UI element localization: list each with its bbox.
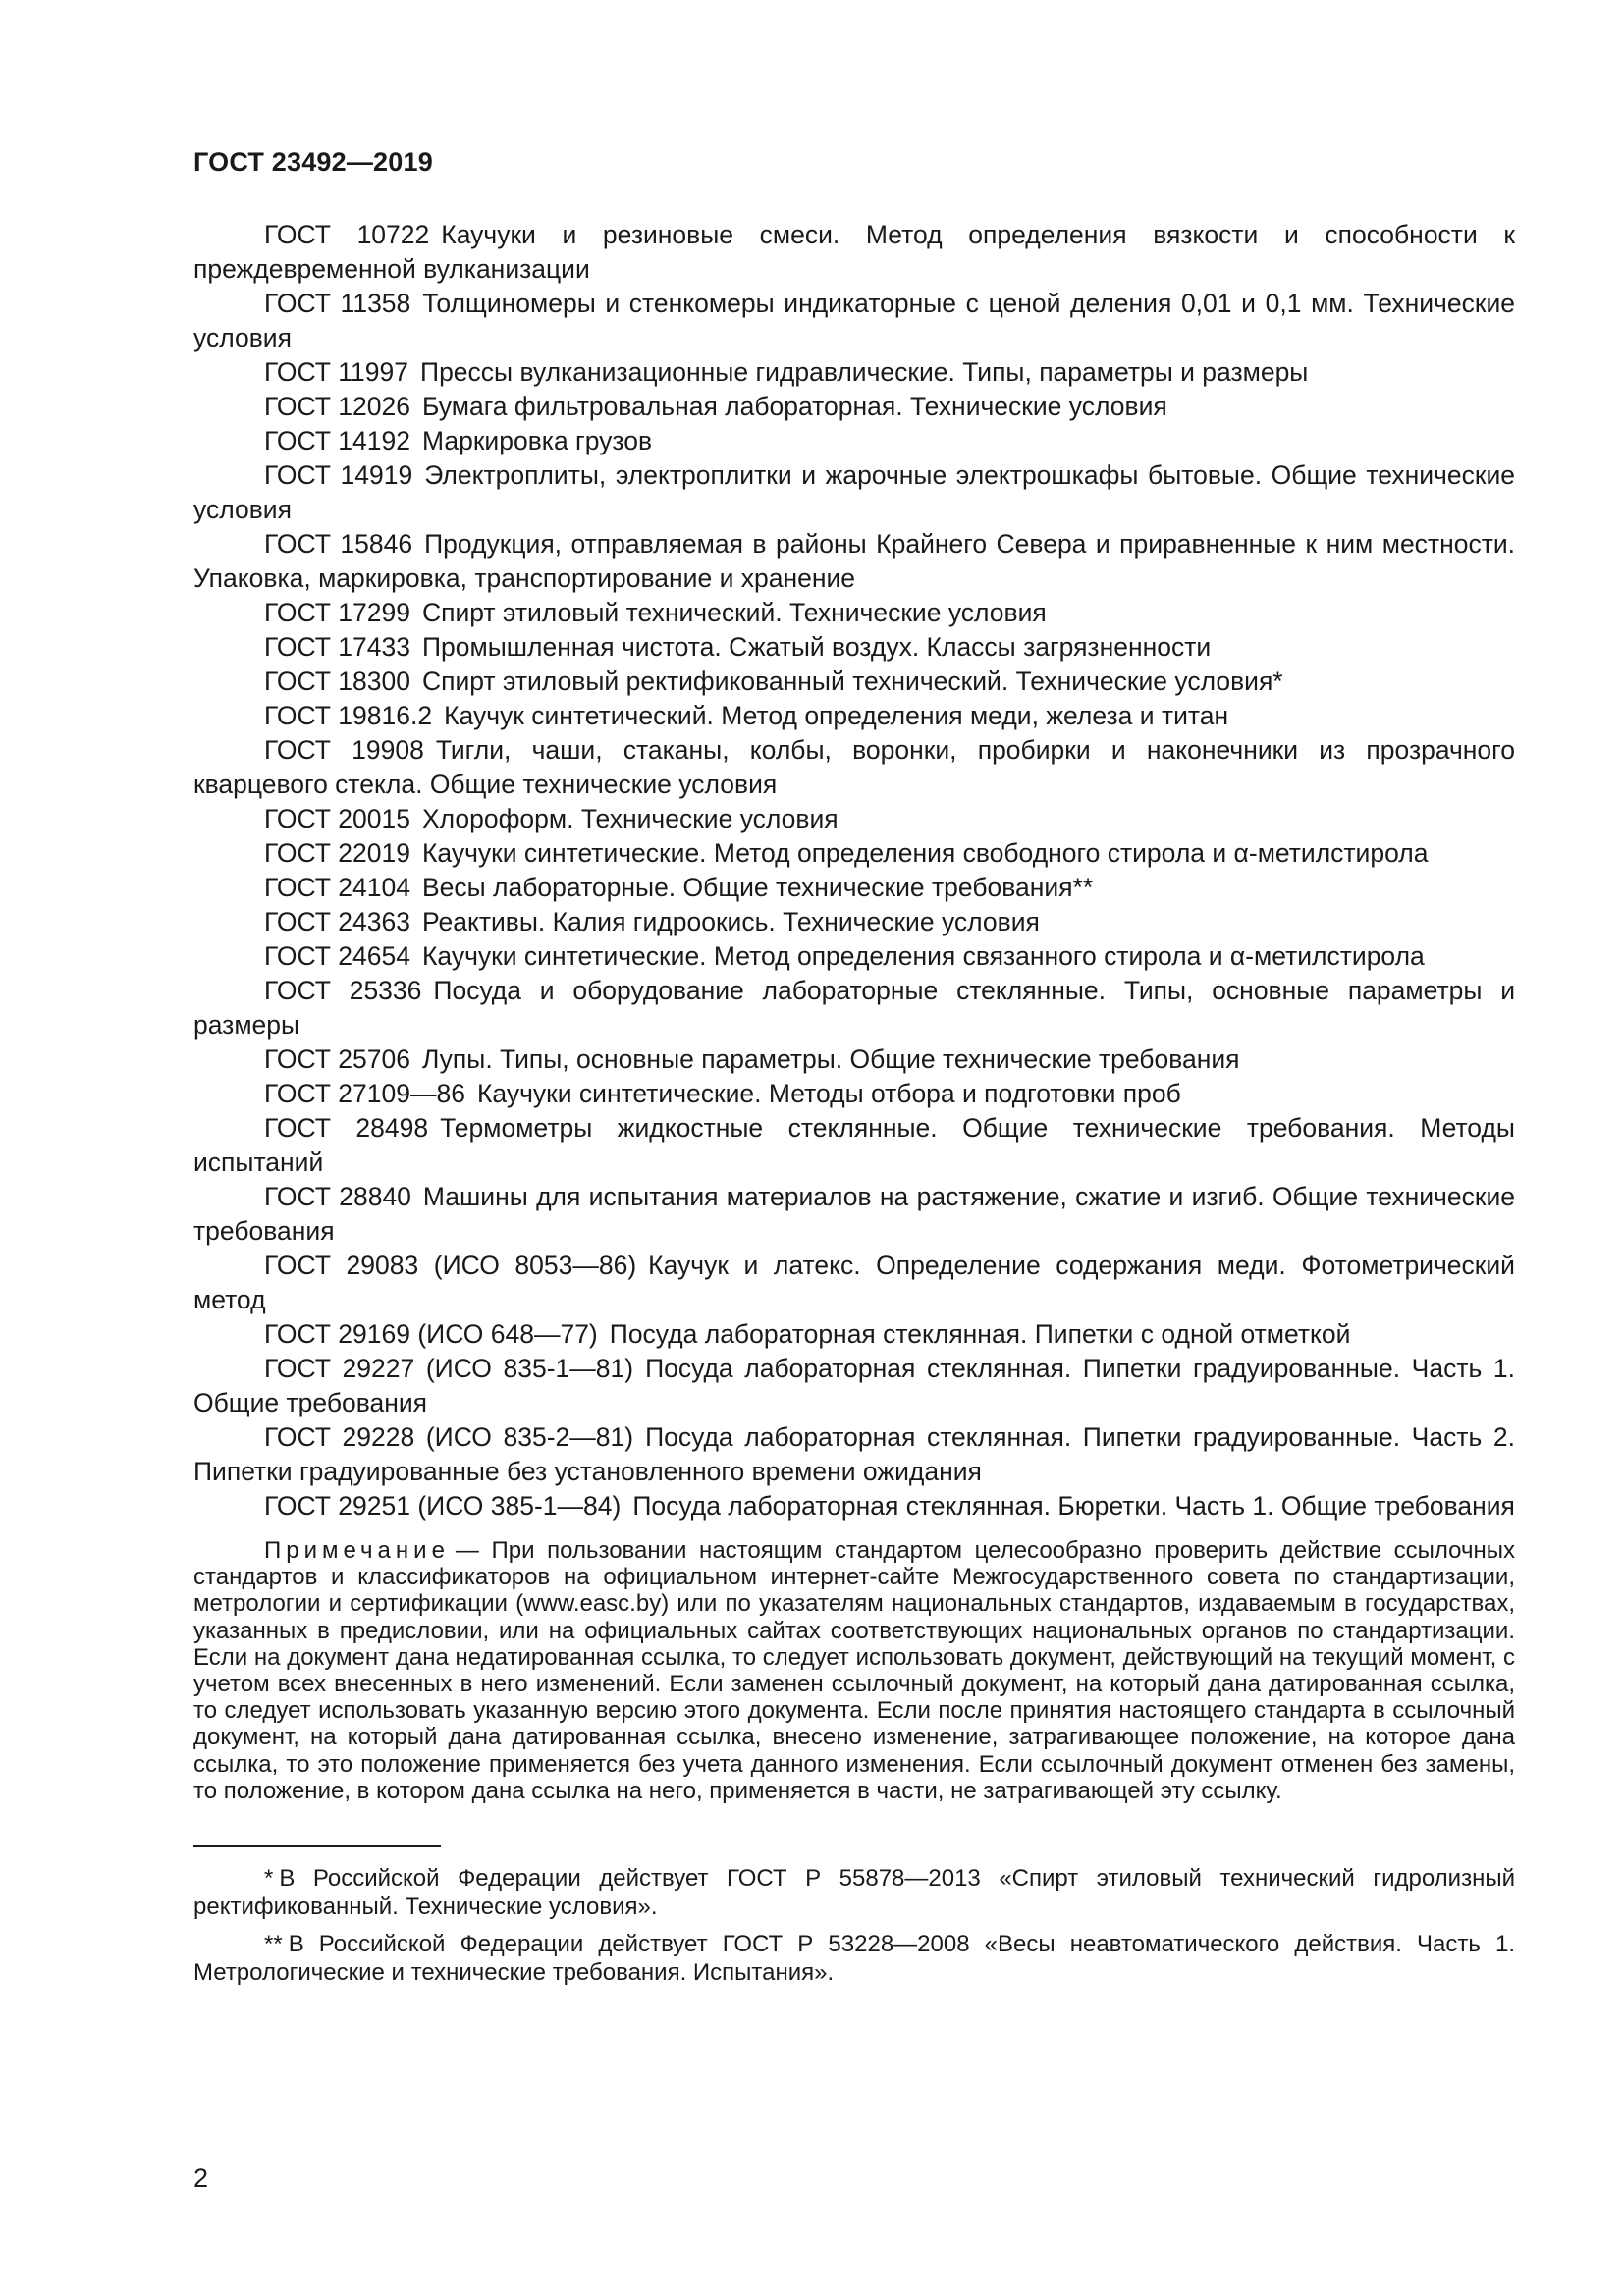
reference-title: Хлороформ. Технические условия	[421, 804, 839, 833]
reference-code: ГОСТ 24104	[264, 873, 410, 902]
note-paragraph	[193, 1537, 1515, 1804]
reference-item	[193, 630, 1515, 665]
reference-code: ГОСТ 19908	[264, 735, 424, 765]
reference-title: Толщиномеры и стенкомеры индикаторные с ценой деления 0,01 и 0,1 мм. Технические условия	[193, 289, 1515, 352]
reference-item	[193, 802, 1515, 836]
reference-title: Спирт этиловый технический. Технические условия	[421, 598, 1047, 627]
reference-code: ГОСТ 11997	[264, 357, 409, 387]
reference-item	[193, 596, 1515, 630]
reference-item	[193, 1317, 1515, 1352]
footnote-text: В Российской Федерации действует ГОСТ Р 55878—2013 «Спирт этиловый технический гидролизный ректификованный. Технические условия».	[193, 1865, 1515, 1920]
reference-code: ГОСТ 18300	[264, 667, 410, 696]
reference-code: ГОСТ 27109—86	[264, 1079, 465, 1108]
reference-code: ГОСТ 22019	[264, 838, 410, 868]
reference-title: Посуда лабораторная стеклянная. Пипетки градуированные. Часть 1. Общие требования	[193, 1354, 1515, 1417]
reference-title: Бумага фильтровальная лабораторная. Технические условия	[421, 392, 1167, 421]
page-content	[193, 218, 1515, 1997]
reference-item	[193, 836, 1515, 871]
reference-title: Посуда лабораторная стеклянная. Бюретки. Часть 1. Общие требования	[632, 1491, 1515, 1521]
reference-title: Каучуки и резиновые смеси. Метод определения вязкости и способности к преждевременной вулканизации	[193, 220, 1515, 284]
reference-title: Машины для испытания материалов на растяжение, сжатие и изгиб. Общие технические требования	[193, 1182, 1515, 1246]
reference-title: Маркировка грузов	[421, 426, 653, 455]
reference-item	[193, 527, 1515, 596]
reference-title: Реактивы. Калия гидроокись. Технические условия	[421, 907, 1040, 936]
reference-item	[193, 424, 1515, 458]
reference-code: ГОСТ 28498	[264, 1113, 429, 1143]
reference-item	[193, 733, 1515, 802]
reference-item	[193, 1249, 1515, 1317]
reference-title: Посуда лабораторная стеклянная. Пипетки градуированные. Часть 2. Пипетки градуированные без установленного времени ожидания	[193, 1422, 1515, 1486]
reference-code: ГОСТ 28840	[264, 1182, 411, 1211]
footnote	[193, 1931, 1515, 1987]
reference-code: ГОСТ 29251 (ИСО 385-1—84)	[264, 1491, 622, 1521]
reference-code: ГОСТ 10722	[264, 220, 430, 249]
reference-item	[193, 905, 1515, 939]
reference-code: ГОСТ 19816.2	[264, 701, 433, 730]
reference-title: Каучуки синтетические. Метод определения связанного стирола и α-метилстирола	[421, 941, 1425, 971]
reference-code: ГОСТ 29228 (ИСО 835-2—81)	[264, 1422, 634, 1452]
footnote-mark: **	[264, 1931, 283, 1958]
reference-title: Каучуки синтетические. Методы отбора и подготовки проб	[476, 1079, 1181, 1108]
reference-code: ГОСТ 17299	[264, 598, 410, 627]
note-text: — При пользовании настоящим стандартом целесообразно проверить действие ссылочных стандартов и классификаторов на официальном интернет-сайте Межгосударственного совета по стандартизации, метрологии и сертификации (www.easc.by) или по указателям национальных стандартов, издаваемым в государствах, указанных в предисловии, или на официальных сайтах соответствующих национальных органов по стандартизации. Если на документ дана недатированная ссылка, то следует использовать документ, действующий на текущий момент, с учетом всех внесенных в него изменений. Если заменен ссылочный документ, на который дана датированная ссылка, то следует использовать указанную версию этого документа. Если после принятия настоящего стандарта в ссылочный документ, на который дана датированная ссылка, внесено изменение, затрагивающее положение, на которое дана ссылка, то это положение применяется без учета данного изменения. Если ссылочный документ отменен без замены, то положение, в котором дана ссылка на него, применяется в части, не затрагивающей эту ссылку.	[193, 1537, 1515, 1804]
reference-item	[193, 218, 1515, 287]
reference-code: ГОСТ 11358	[264, 289, 411, 318]
reference-code: ГОСТ 17433	[264, 632, 410, 662]
reference-title: Посуда и оборудование лабораторные стеклянные. Типы, основные параметры и размеры	[193, 976, 1515, 1040]
reference-title: Лупы. Типы, основные параметры. Общие технические требования	[421, 1044, 1240, 1074]
reference-item	[193, 1489, 1515, 1523]
reference-code: ГОСТ 14919	[264, 460, 413, 490]
footnote-separator	[193, 1845, 441, 1847]
reference-code: ГОСТ 14192	[264, 426, 410, 455]
reference-item	[193, 939, 1515, 974]
reference-code: ГОСТ 12026	[264, 392, 410, 421]
reference-item	[193, 871, 1515, 905]
document-header: ГОСТ 23492—2019	[193, 147, 433, 177]
reference-code: ГОСТ 25706	[264, 1044, 410, 1074]
reference-item	[193, 699, 1515, 733]
reference-item	[193, 1420, 1515, 1489]
reference-code: ГОСТ 24654	[264, 941, 410, 971]
reference-title: Каучуки синтетические. Метод определения свободного стирола и α-метилстирола	[421, 838, 1429, 868]
reference-title: Посуда лабораторная стеклянная. Пипетки с одной отметкой	[609, 1319, 1351, 1349]
page-number: 2	[193, 2163, 209, 2193]
reference-title: Спирт этиловый ректификованный технический. Технические условия*	[421, 667, 1283, 696]
reference-code: ГОСТ 24363	[264, 907, 410, 936]
reference-code: ГОСТ 29083 (ИСО 8053—86)	[264, 1251, 637, 1280]
footnote-text: В Российской Федерации действует ГОСТ Р 53228—2008 «Весы неавтоматического действия. Часть 1. Метрологические и технические требования. Испытания».	[193, 1931, 1515, 1986]
reference-title: Термометры жидкостные стеклянные. Общие технические требования. Методы испытаний	[193, 1113, 1515, 1177]
reference-title: Электроплиты, электроплитки и жарочные электрошкафы бытовые. Общие технические условия	[193, 460, 1515, 524]
reference-item	[193, 1180, 1515, 1249]
note-label: Примечание	[264, 1537, 450, 1564]
reference-title: Каучук и латекс. Определение содержания меди. Фотометрический метод	[193, 1251, 1515, 1314]
reference-code: ГОСТ 29169 (ИСО 648—77)	[264, 1319, 598, 1349]
footnote	[193, 1865, 1515, 1921]
reference-code: ГОСТ 25336	[264, 976, 422, 1005]
reference-item	[193, 287, 1515, 355]
reference-item	[193, 1111, 1515, 1180]
reference-item	[193, 1042, 1515, 1077]
footnote-mark: *	[264, 1865, 274, 1893]
reference-title: Тигли, чаши, стаканы, колбы, воронки, пробирки и наконечники из прозрачного кварцевого стекла. Общие технические условия	[193, 735, 1515, 799]
reference-item	[193, 1077, 1515, 1111]
reference-code: ГОСТ 29227 (ИСО 835-1—81)	[264, 1354, 634, 1383]
reference-item	[193, 458, 1515, 527]
reference-code: ГОСТ 15846	[264, 529, 413, 559]
footnotes	[193, 1865, 1515, 1987]
reference-title: Весы лабораторные. Общие технические требования**	[421, 873, 1094, 902]
normative-references-list	[193, 218, 1515, 1523]
reference-item	[193, 355, 1515, 390]
reference-title: Промышленная чистота. Сжатый воздух. Классы загрязненности	[421, 632, 1212, 662]
reference-item	[193, 974, 1515, 1042]
reference-code: ГОСТ 20015	[264, 804, 410, 833]
reference-item	[193, 390, 1515, 424]
reference-item	[193, 665, 1515, 699]
reference-title: Продукция, отправляемая в районы Крайнего Севера и приравненные к ним местности. Упаковка, маркировка, транспортирование и хранение	[193, 529, 1515, 593]
reference-item	[193, 1352, 1515, 1420]
reference-title: Прессы вулканизационные гидравлические. Типы, параметры и размеры	[420, 357, 1309, 387]
reference-title: Каучук синтетический. Метод определения меди, железа и титан	[444, 701, 1229, 730]
